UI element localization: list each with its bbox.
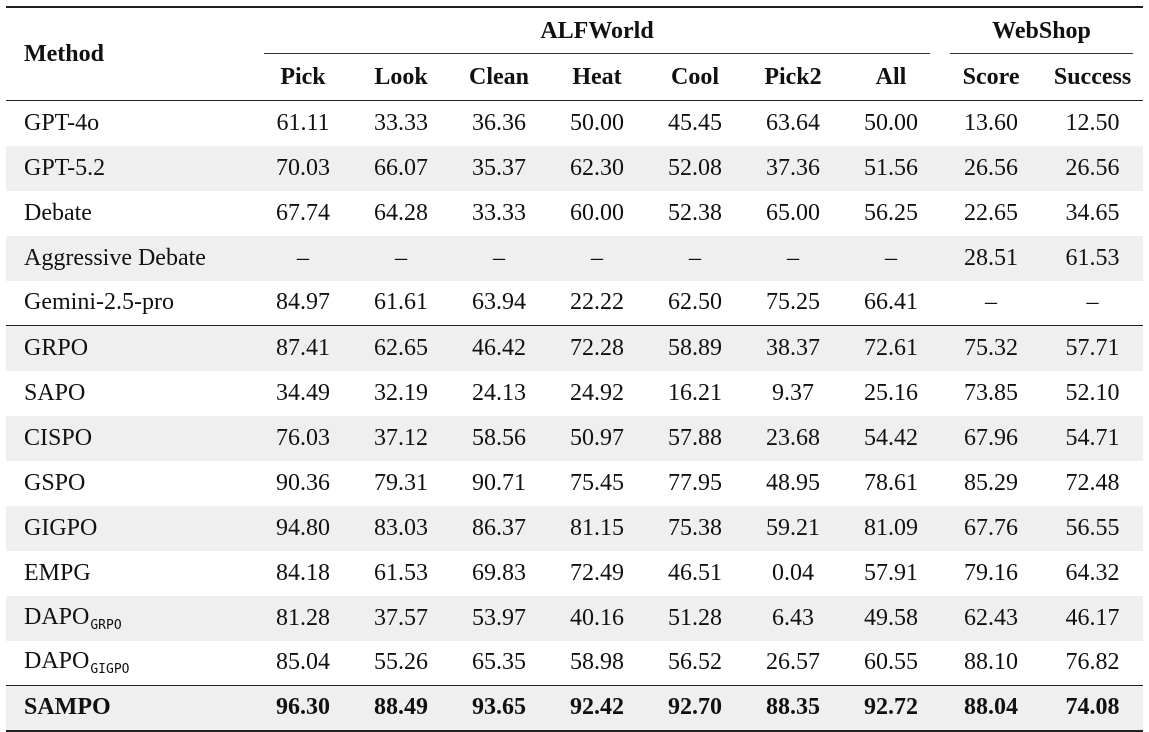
col-header-cool: Cool <box>671 63 719 90</box>
value-cell: 81.15 <box>548 506 646 551</box>
value-cell: 52.10 <box>1065 379 1120 406</box>
value-cell: 55.26 <box>374 649 428 676</box>
value-cell: 61.53 <box>1042 236 1143 281</box>
value-cell: 64.32 <box>1065 559 1120 586</box>
value-cell: 76.03 <box>254 416 352 461</box>
value-cell: 64.28 <box>374 199 428 226</box>
value-cell: 50.00 <box>842 101 940 146</box>
value-cell: 49.58 <box>842 596 940 641</box>
value-cell: 61.53 <box>374 559 428 586</box>
value-cell: 36.36 <box>450 101 548 146</box>
method-cell <box>6 461 254 506</box>
value-cell: 90.36 <box>276 469 330 496</box>
method-name: EMPG <box>24 559 91 586</box>
method-name: Debate <box>24 199 92 226</box>
value-cell: 38.37 <box>744 326 842 371</box>
method-name: SAPO <box>24 379 86 406</box>
table-row <box>6 146 1143 191</box>
table-row <box>6 101 1143 146</box>
value-cell: 24.92 <box>570 379 624 406</box>
value-cell: – <box>646 236 744 281</box>
value-cell: 83.03 <box>352 506 450 551</box>
value-cell: 57.91 <box>864 559 919 586</box>
value-cell: 56.52 <box>668 649 722 676</box>
value-cell: 6.43 <box>744 596 842 641</box>
col-header-pick: Pick <box>280 63 326 90</box>
value-cell: 86.37 <box>450 506 548 551</box>
value-cell: 34.65 <box>1065 199 1120 226</box>
value-cell: 92.72 <box>842 686 940 731</box>
value-cell: 92.42 <box>548 686 646 731</box>
value-cell: 61.11 <box>254 101 352 146</box>
value-cell: 81.09 <box>842 506 940 551</box>
value-cell: 62.30 <box>548 146 646 191</box>
alfworld-group-header <box>254 7 940 54</box>
table-row <box>6 641 1143 686</box>
value-cell: 74.08 <box>1042 686 1143 731</box>
value-cell: 72.49 <box>570 559 624 586</box>
value-cell: 13.60 <box>940 101 1042 146</box>
value-cell: 77.95 <box>668 469 722 496</box>
table-row <box>6 506 1143 551</box>
value-cell: 60.55 <box>864 649 919 676</box>
value-cell: 40.16 <box>548 596 646 641</box>
value-cell: – <box>1086 289 1099 316</box>
value-cell: 90.71 <box>472 469 526 496</box>
value-cell: 9.37 <box>772 379 814 406</box>
method-name: Gemini-2.5-pro <box>24 289 174 316</box>
col-header-clean: Clean <box>469 63 529 90</box>
value-cell: 52.38 <box>668 199 722 226</box>
value-cell: 26.57 <box>766 649 820 676</box>
webshop-group-header <box>940 7 1143 54</box>
method-name: GRPO <box>24 334 89 361</box>
value-cell: – <box>842 236 940 281</box>
value-cell: 57.88 <box>646 416 744 461</box>
table-row <box>6 191 1143 236</box>
value-cell: 61.61 <box>374 289 428 316</box>
method-name: DAPO <box>24 603 90 630</box>
value-cell: 72.48 <box>1065 469 1120 496</box>
value-cell: 56.25 <box>864 199 919 226</box>
value-cell: 58.56 <box>450 416 548 461</box>
value-cell: 69.83 <box>472 559 526 586</box>
value-cell: 53.97 <box>450 596 548 641</box>
value-cell: 24.13 <box>472 379 526 406</box>
value-cell: – <box>352 236 450 281</box>
value-cell: 85.29 <box>964 469 1019 496</box>
value-cell: 26.56 <box>940 146 1042 191</box>
value-cell: 32.19 <box>374 379 428 406</box>
value-cell: 22.22 <box>570 289 624 316</box>
method-cell <box>6 101 254 146</box>
method-cell <box>6 686 254 731</box>
value-cell: 56.55 <box>1042 506 1143 551</box>
value-cell: 28.51 <box>940 236 1042 281</box>
table-row <box>6 596 1143 641</box>
value-cell: 72.28 <box>548 326 646 371</box>
value-cell: 65.00 <box>766 199 820 226</box>
value-cell: 51.56 <box>842 146 940 191</box>
value-cell: 52.08 <box>646 146 744 191</box>
value-cell: 88.04 <box>940 686 1042 731</box>
col-header-all: All <box>875 63 907 90</box>
table-row <box>6 551 1143 596</box>
value-cell: 76.82 <box>1065 649 1120 676</box>
value-cell: 54.42 <box>842 416 940 461</box>
value-cell: 79.16 <box>964 559 1019 586</box>
results-table <box>6 6 1143 732</box>
value-cell: – <box>744 236 842 281</box>
value-cell: – <box>254 236 352 281</box>
value-cell: 67.96 <box>940 416 1042 461</box>
method-subscript: GRPO <box>90 617 122 633</box>
method-cell <box>6 191 254 236</box>
value-cell: 37.57 <box>352 596 450 641</box>
value-cell: 62.50 <box>668 289 722 316</box>
value-cell: 34.49 <box>276 379 330 406</box>
table-body <box>6 101 1143 731</box>
value-cell: 0.04 <box>772 559 814 586</box>
value-cell: 45.45 <box>646 101 744 146</box>
table-row <box>6 236 1143 281</box>
value-cell: 84.18 <box>276 559 330 586</box>
value-cell: 48.95 <box>766 469 820 496</box>
value-cell: 85.04 <box>276 649 330 676</box>
method-name: CISPO <box>24 424 93 451</box>
value-cell: 75.32 <box>940 326 1042 371</box>
value-cell: 84.97 <box>276 289 330 316</box>
method-name: GPT-4o <box>24 109 100 136</box>
method-cell <box>6 236 254 281</box>
value-cell: 92.70 <box>646 686 744 731</box>
value-cell: 37.12 <box>352 416 450 461</box>
method-cell <box>6 146 254 191</box>
value-cell: 59.21 <box>744 506 842 551</box>
table-row <box>6 371 1143 416</box>
alfworld-label: ALFWorld <box>540 17 654 44</box>
value-cell: 58.89 <box>646 326 744 371</box>
value-cell: – <box>450 236 548 281</box>
value-cell: 78.61 <box>864 469 919 496</box>
method-cell <box>6 371 254 416</box>
method-name: SAMPO <box>24 694 111 721</box>
table-row <box>6 281 1143 326</box>
method-name: Aggressive Debate <box>24 244 206 271</box>
table-row <box>6 326 1143 371</box>
value-cell: 25.16 <box>864 379 919 406</box>
value-cell: 51.28 <box>646 596 744 641</box>
method-cell <box>6 641 254 686</box>
value-cell: 70.03 <box>254 146 352 191</box>
value-cell: 58.98 <box>570 649 624 676</box>
col-header-look: Look <box>374 63 428 90</box>
method-cell <box>6 326 254 371</box>
value-cell: 93.65 <box>450 686 548 731</box>
value-cell: 81.28 <box>254 596 352 641</box>
value-cell: 57.71 <box>1042 326 1143 371</box>
value-cell: 46.17 <box>1042 596 1143 641</box>
value-cell: 23.68 <box>744 416 842 461</box>
method-name: GSPO <box>24 469 86 496</box>
value-cell: 12.50 <box>1042 101 1143 146</box>
value-cell: 94.80 <box>254 506 352 551</box>
value-cell: 63.94 <box>472 289 526 316</box>
value-cell: 26.56 <box>1042 146 1143 191</box>
value-cell: 72.61 <box>842 326 940 371</box>
value-cell: 46.51 <box>668 559 722 586</box>
value-cell: 50.00 <box>548 101 646 146</box>
value-cell: – <box>985 289 998 316</box>
value-cell: 37.36 <box>744 146 842 191</box>
value-cell: 62.65 <box>352 326 450 371</box>
value-cell: 75.38 <box>646 506 744 551</box>
method-name: DAPO <box>24 648 90 675</box>
method-cell <box>6 551 254 596</box>
value-cell: 54.71 <box>1042 416 1143 461</box>
value-cell: 46.42 <box>450 326 548 371</box>
value-cell: 88.10 <box>964 649 1019 676</box>
value-cell: 65.35 <box>472 649 526 676</box>
method-cell <box>6 416 254 461</box>
value-cell: 73.85 <box>964 379 1019 406</box>
value-cell: 87.41 <box>254 326 352 371</box>
value-cell: 35.37 <box>450 146 548 191</box>
table-row <box>6 461 1143 506</box>
value-cell: 96.30 <box>254 686 352 731</box>
col-header-success: Success <box>1053 63 1132 90</box>
col-header-pick2: Pick2 <box>764 63 822 90</box>
value-cell: 33.33 <box>352 101 450 146</box>
table-row <box>6 416 1143 461</box>
method-name: GPT-5.2 <box>24 154 106 181</box>
col-header-heat: Heat <box>572 63 622 90</box>
value-cell: 67.74 <box>276 199 330 226</box>
value-cell: 67.76 <box>940 506 1042 551</box>
value-cell: 50.97 <box>548 416 646 461</box>
value-cell: 88.49 <box>352 686 450 731</box>
value-cell: 63.64 <box>744 101 842 146</box>
value-cell: 62.43 <box>940 596 1042 641</box>
method-cell <box>6 506 254 551</box>
value-cell: 79.31 <box>374 469 428 496</box>
method-subscript: GIGPO <box>90 662 130 678</box>
value-cell: 33.33 <box>472 199 526 226</box>
method-name: GIGPO <box>24 514 98 541</box>
value-cell: 16.21 <box>668 379 722 406</box>
value-cell: 75.25 <box>766 289 820 316</box>
value-cell: 22.65 <box>964 199 1019 226</box>
method-cell <box>6 596 254 641</box>
value-cell: 66.41 <box>864 289 919 316</box>
value-cell: 60.00 <box>570 199 624 226</box>
col-header-score: Score <box>962 63 1020 90</box>
value-cell: 66.07 <box>352 146 450 191</box>
method-column-header: Method <box>6 7 254 101</box>
method-cell <box>6 281 254 326</box>
webshop-label: WebShop <box>992 17 1091 44</box>
value-cell: 88.35 <box>744 686 842 731</box>
table-row <box>6 686 1143 731</box>
value-cell: 75.45 <box>570 469 624 496</box>
value-cell: – <box>548 236 646 281</box>
